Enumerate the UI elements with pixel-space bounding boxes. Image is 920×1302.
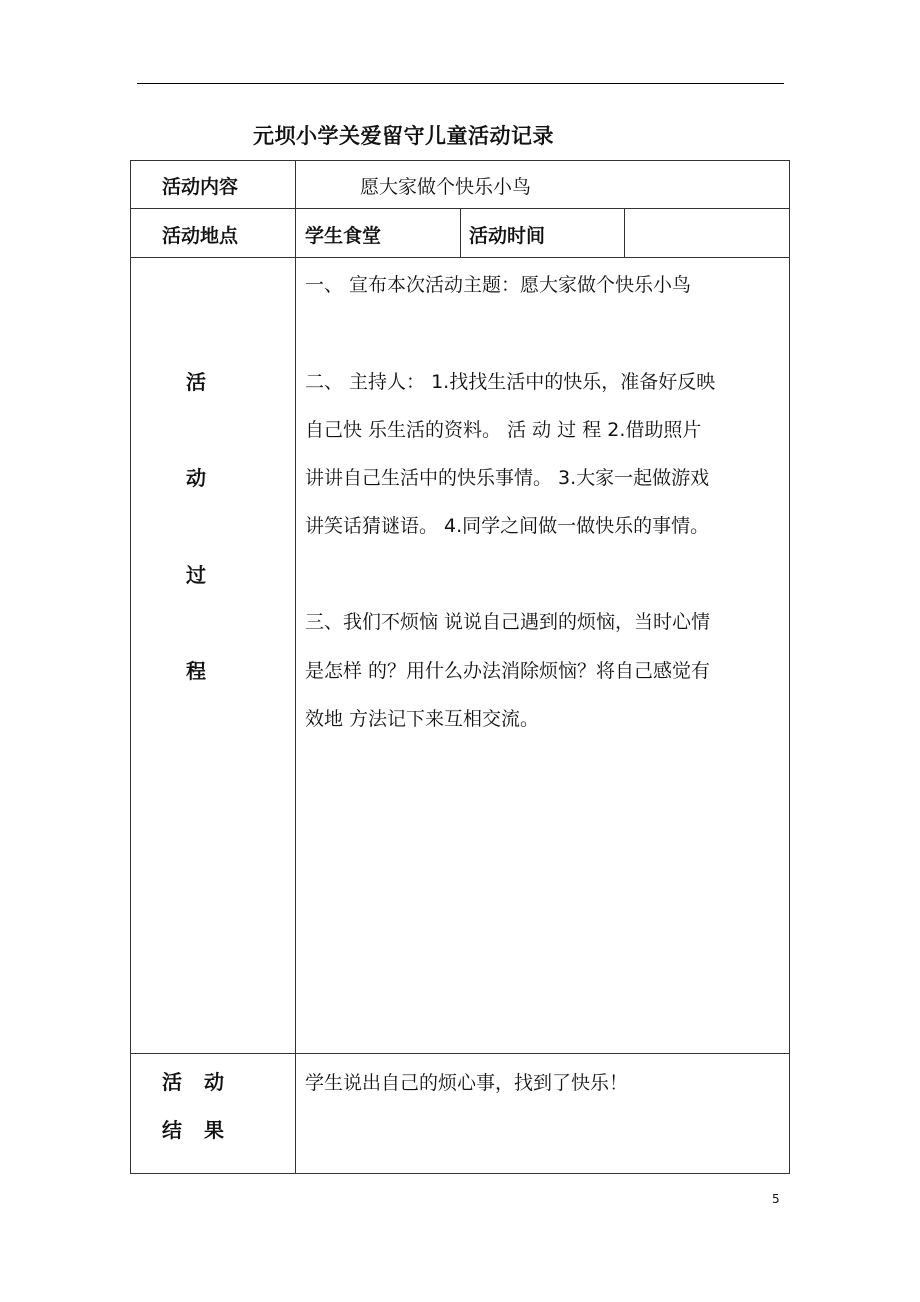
process-label-char: 动	[186, 466, 206, 490]
column-divider	[295, 160, 296, 1174]
location-value: 学生食堂	[305, 225, 382, 247]
result-value: 学生说出自己的烦心事，找到了快乐！	[305, 1072, 629, 1094]
process-label-char: 过	[186, 563, 206, 587]
page-number: 5	[772, 1192, 780, 1206]
content-value: 愿大家做个快乐小鸟	[360, 176, 532, 198]
process-line: 自己快 乐生活的资料。 活 动 过 程 2.借助照片	[305, 419, 702, 441]
page-title: 元坝小学关爱留守儿童活动记录	[253, 124, 554, 148]
process-label-char: 程	[186, 659, 206, 683]
header-rule	[137, 83, 784, 84]
process-line: 讲笑话猜谜语。 4.同学之间做一做快乐的事情。	[305, 515, 710, 537]
result-label-line1: 活动	[162, 1070, 246, 1094]
column-divider	[624, 208, 625, 257]
content-label: 活动内容	[162, 176, 239, 198]
time-label: 活动时间	[469, 225, 546, 247]
row-divider	[130, 257, 790, 258]
process-line: 讲讲自己生活中的快乐事情。 3.大家一起做游戏	[305, 467, 710, 489]
process-line: 二、 主持人： 1.找找生活中的快乐，准备好反映	[305, 371, 716, 393]
row-divider	[130, 1053, 790, 1054]
column-divider	[460, 208, 461, 257]
result-label-line2: 结果	[162, 1118, 246, 1142]
location-label: 活动地点	[162, 225, 239, 247]
process-label-char: 活	[186, 370, 206, 394]
process-line: 三、我们不烦恼 说说自己遇到的烦恼，当时心情	[305, 611, 711, 633]
process-line: 是怎样 的？用什么办法消除烦恼？将自己感觉有	[305, 660, 711, 682]
process-line: 效地 方法记下来互相交流。	[305, 708, 540, 730]
process-line: 一、 宣布本次活动主题：愿大家做个快乐小鸟	[305, 274, 692, 296]
